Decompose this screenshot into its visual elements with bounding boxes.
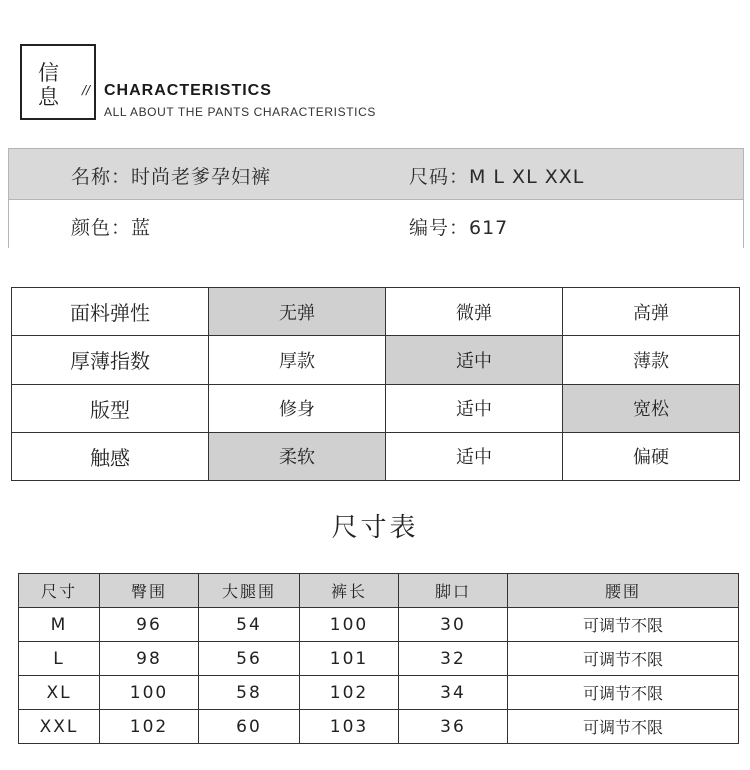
- size-chart-cell: 36: [399, 710, 508, 744]
- property-option-selected: 无弹: [209, 288, 386, 336]
- property-option: 厚款: [209, 336, 386, 384]
- property-option: 修身: [209, 384, 386, 432]
- property-option-selected: 宽松: [563, 384, 740, 432]
- product-code: 编号：617: [409, 217, 509, 239]
- property-label: 触感: [12, 432, 209, 480]
- size-chart-cell: 54: [199, 608, 300, 642]
- size-chart-cell: 可调节不限: [508, 608, 739, 642]
- product-info-table: [8, 148, 744, 248]
- product-name: 名称：时尚老爹孕妇裤: [71, 166, 272, 188]
- info-row: [9, 199, 743, 250]
- size-chart-cell: 58: [199, 676, 300, 710]
- property-option: 适中: [386, 432, 563, 480]
- property-option: 薄款: [563, 336, 740, 384]
- property-label: 版型: [12, 384, 209, 432]
- size-chart-row: [19, 710, 739, 744]
- fabric-properties-grid: [11, 287, 740, 481]
- size-chart-cell: 34: [399, 676, 508, 710]
- size-chart-cell: 102: [100, 710, 199, 744]
- size-chart-cell: 30: [399, 608, 508, 642]
- property-option: 微弹: [386, 288, 563, 336]
- header-slashes: //: [82, 83, 91, 97]
- size-chart-cell: 100: [300, 608, 399, 642]
- size-chart-header: 大腿围: [199, 574, 300, 608]
- property-option: 适中: [386, 384, 563, 432]
- logo-char-1: 信: [38, 61, 59, 85]
- size-chart-cell: 可调节不限: [508, 642, 739, 676]
- size-chart-cell: 102: [300, 676, 399, 710]
- property-option: 偏硬: [563, 432, 740, 480]
- product-sizes: 尺码：M L XL XXL: [409, 166, 585, 188]
- size-chart-cell: 101: [300, 642, 399, 676]
- logo-char-2: 息: [38, 85, 59, 109]
- section-subtitle: ALL ABOUT THE PANTS CHARACTERISTICS: [104, 105, 376, 119]
- size-chart-cell: 32: [399, 642, 508, 676]
- size-chart-table: [18, 573, 739, 744]
- size-chart-row: [19, 608, 739, 642]
- property-option: 高弹: [563, 288, 740, 336]
- size-chart-cell: 103: [300, 710, 399, 744]
- property-option-selected: 柔软: [209, 432, 386, 480]
- size-chart-cell: 100: [100, 676, 199, 710]
- size-chart-header: 裤长: [300, 574, 399, 608]
- property-row: [12, 432, 740, 480]
- property-row: [12, 288, 740, 336]
- size-chart-header-row: [19, 574, 739, 608]
- size-chart-cell: XL: [19, 676, 100, 710]
- size-chart-cell: 56: [199, 642, 300, 676]
- size-chart-row: [19, 676, 739, 710]
- size-chart-cell: L: [19, 642, 100, 676]
- property-option-selected: 适中: [386, 336, 563, 384]
- property-label: 厚薄指数: [12, 336, 209, 384]
- size-chart-cell: 98: [100, 642, 199, 676]
- size-chart-header: 尺寸: [19, 574, 100, 608]
- info-logo-box: [20, 44, 96, 120]
- size-chart-cell: 60: [199, 710, 300, 744]
- size-chart-title: 尺寸表: [331, 513, 419, 543]
- size-chart-cell: 96: [100, 608, 199, 642]
- size-chart-cell: 可调节不限: [508, 676, 739, 710]
- property-label: 面料弹性: [12, 288, 209, 336]
- property-row: [12, 384, 740, 432]
- size-chart-cell: 可调节不限: [508, 710, 739, 744]
- size-chart-row: [19, 642, 739, 676]
- product-color: 颜色：蓝: [71, 217, 152, 239]
- info-row: [9, 149, 743, 199]
- section-title: CHARACTERISTICS: [104, 82, 272, 99]
- property-row: [12, 336, 740, 384]
- size-chart-cell: XXL: [19, 710, 100, 744]
- size-chart-cell: M: [19, 608, 100, 642]
- size-chart-header: 脚口: [399, 574, 508, 608]
- size-chart-header: 臀围: [100, 574, 199, 608]
- size-chart-header: 腰围: [508, 574, 739, 608]
